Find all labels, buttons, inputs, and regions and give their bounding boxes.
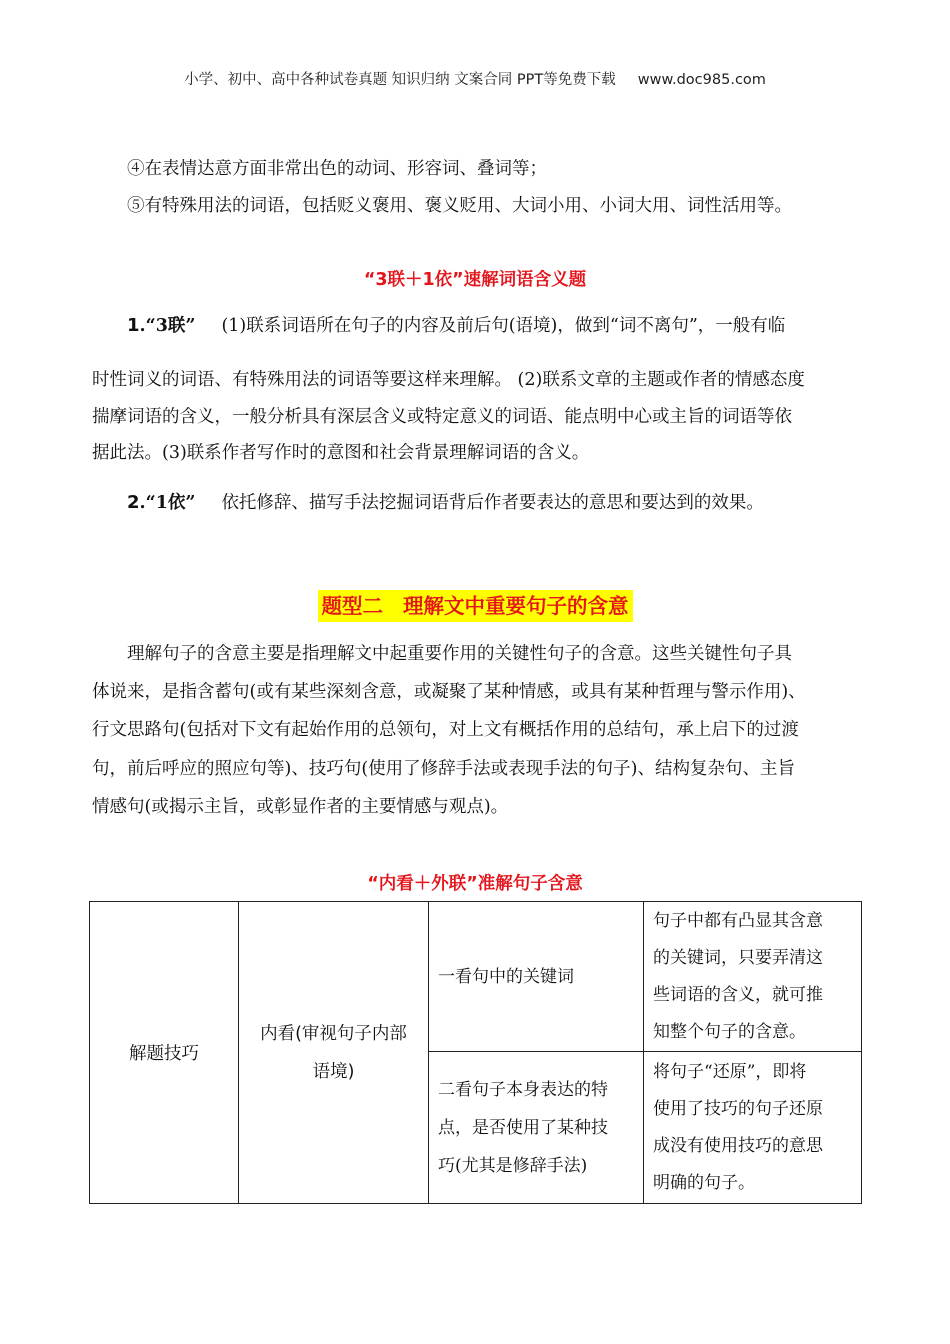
section2-para-line5: 情感句(或揭示主旨，或彰显作者的主要情感与观点)。 — [92, 797, 509, 817]
row2-method-line: 点，是否使用了某种技 — [438, 1117, 608, 1138]
section1-point1-line2: 时性词义的词语、有特殊用法的词语等要这样来理解。 (2)联系文章的主题或作者的情感态度 — [92, 370, 805, 390]
row1-desc-line: 些词语的含义，就可推 — [653, 984, 823, 1005]
row1-desc-line: 知整个句子的含意。 — [653, 1021, 806, 1042]
section2-para-line1: 理解句子的含意主要是指理解文中起重要作用的关键性句子的含意。这些关键性句子具 — [127, 644, 792, 664]
row2-desc-line: 使用了技巧的句子还原 — [653, 1098, 823, 1119]
row2-desc-line: 将句子“还原”，即将 — [653, 1061, 807, 1082]
point2-label: .“1依” — [139, 493, 196, 513]
point1-text: (1)联系词语所在句子的内容及前后句(语境)，做到“词不离句”，一般有临 — [221, 316, 786, 336]
inner-look-line1: 内看(审视句子内部 — [260, 1023, 407, 1044]
table-cell-inner-look — [239, 902, 429, 1204]
section1-point1-line3: 揣摩词语的含义，一般分析具有深层含义或特定意义的词语、能点明中心或主旨的词语等依 — [92, 407, 792, 427]
section2-heading — [0, 590, 950, 622]
page-header — [0, 68, 950, 89]
table-cell-row1-desc — [644, 902, 862, 1052]
section1-point1-line4: 据此法。(3)联系作者写作时的意图和社会背景理解词语的含义。 — [92, 443, 590, 463]
point2-text: 依托修辞、描写手法挖掘词语背后作者要表达的意思和要达到的效果。 — [221, 493, 764, 513]
section1-point2 — [127, 491, 764, 515]
heading-part-a: 题型二 — [321, 594, 383, 618]
point1-number: 1 — [127, 315, 140, 336]
header-url[interactable]: www.doc985.com — [637, 72, 766, 88]
table-row — [90, 902, 862, 1052]
table-cell-row1-method: 一看句中的关键词 — [429, 902, 644, 1052]
section1-point1-line1 — [127, 314, 785, 338]
section2-para-line4: 句，前后呼应的照应句等)、技巧句(使用了修辞手法或表现手法的句子)、结构复杂句、主旨 — [92, 759, 795, 779]
row2-method-line: 二看句子本身表达的特 — [438, 1079, 608, 1100]
row1-desc-line: 的关键词，只要弄清这 — [653, 947, 823, 968]
row2-method-line: 巧(尤其是修辞手法) — [438, 1155, 588, 1176]
table-cell-row2-desc — [644, 1052, 862, 1204]
header-text: 小学、初中、高中各种试卷真题 知识归纳 文案合同 PPT等免费下载 — [184, 72, 616, 88]
row2-desc-line: 成没有使用技巧的意思 — [653, 1135, 823, 1156]
heading-part-b: 理解文中重要句子的含意 — [403, 594, 629, 618]
section1-title: “3联＋1依”速解词语含义题 — [363, 270, 587, 290]
table-cell-technique: 解题技巧 — [90, 902, 239, 1204]
section2-para-line3: 行文思路句(包括对下文有起始作用的总领句，对上文有概括作用的总结句，承上启下的过渡 — [92, 720, 799, 740]
method-table — [89, 901, 862, 1204]
intro-item-4: ④在表情达意方面非常出色的动词、形容词、叠词等； — [127, 159, 547, 179]
section2-subtitle: “内看＋外联”准解句子含意 — [367, 874, 583, 894]
table-cell-row2-method — [429, 1052, 644, 1204]
section2-para-line2: 体说来，是指含蓄句(或有某些深刻含意，或凝聚了某种情感，或具有某种哲理与警示作用)、 — [92, 682, 806, 702]
intro-item-5: ⑤有特殊用法的词语，包括贬义褒用、褒义贬用、大词小用、小词大用、词性活用等。 — [127, 196, 792, 216]
row1-desc-line: 句子中都有凸显其含意 — [653, 910, 823, 931]
point2-number: 2 — [127, 492, 140, 513]
inner-look-line2: 语境) — [312, 1061, 355, 1082]
section2-heading-highlight — [318, 590, 633, 622]
point1-label: .“3联” — [139, 316, 196, 336]
row2-desc-line: 明确的句子。 — [653, 1172, 755, 1193]
